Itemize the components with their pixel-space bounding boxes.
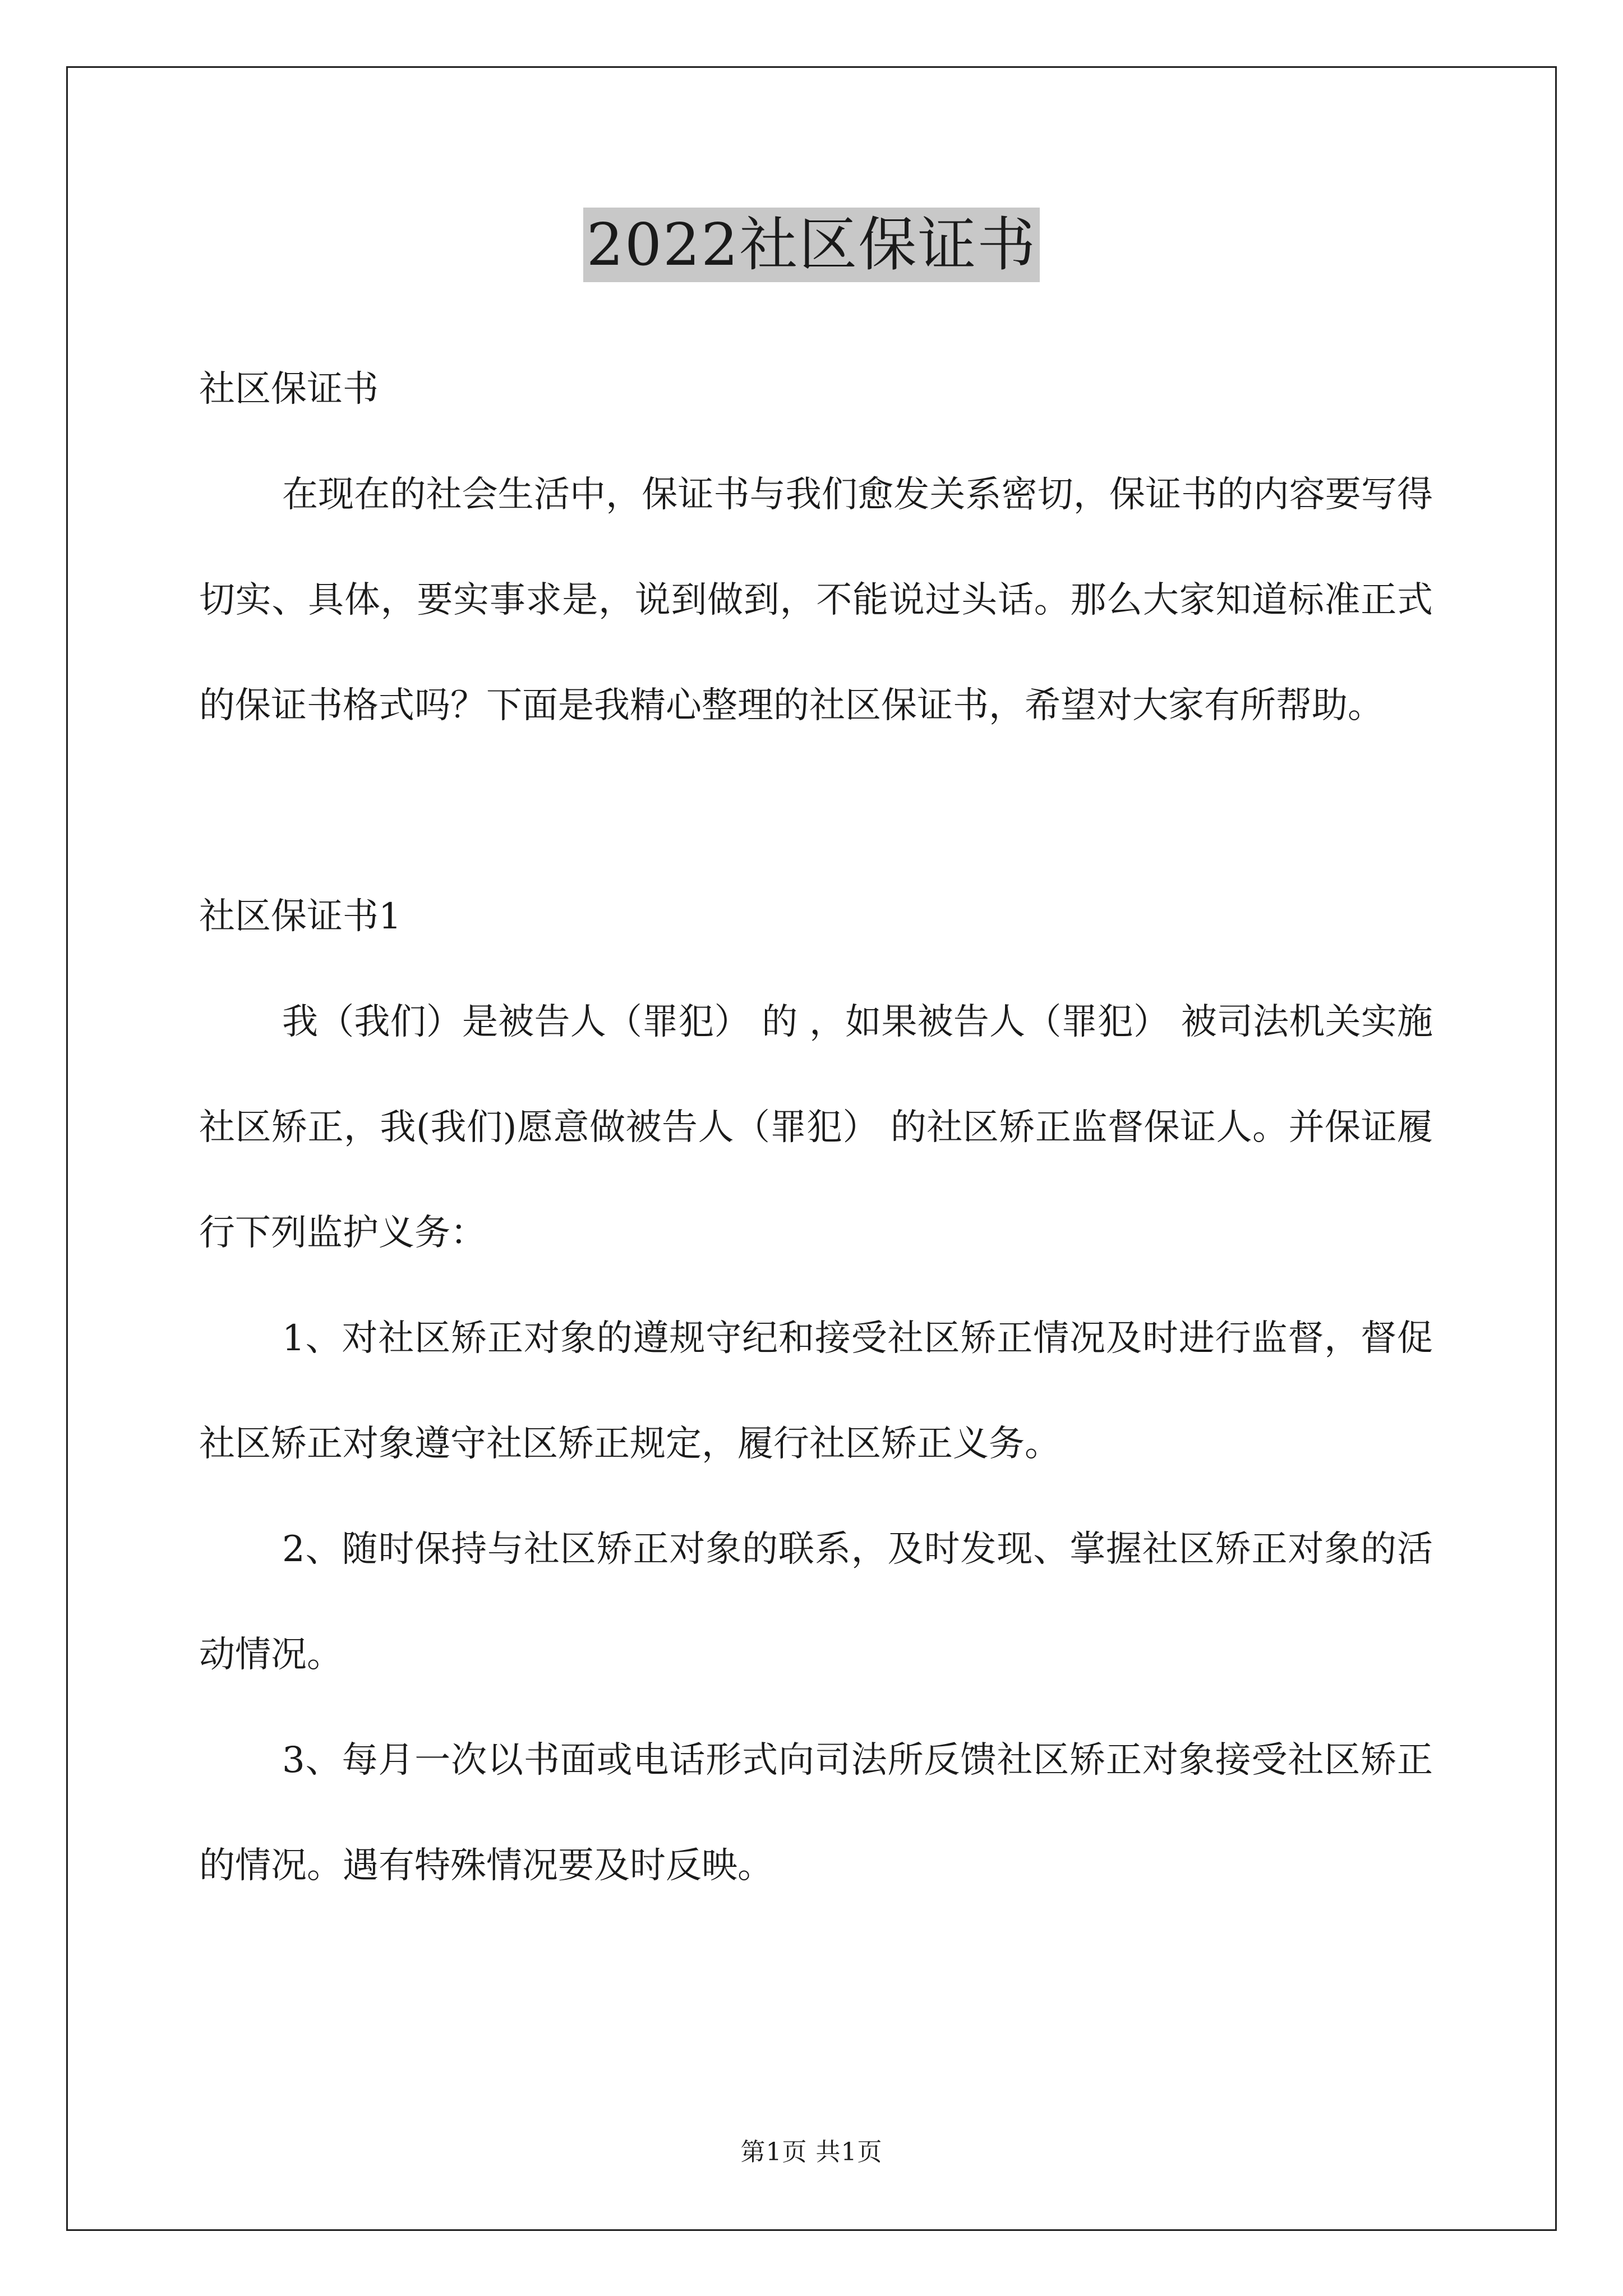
document-title: 2022社区保证书 xyxy=(583,208,1040,282)
obligation-item: 3、每月一次以书面或电话形式向司法所反馈社区矫正对象接受社区矫正的情况。遇有特殊情况要及时反映。 xyxy=(199,1740,1433,1887)
intro-paragraph: 在现在的社会生活中，保证书与我们愈发关系密切，保证书的内容要写得切实、具体，要实事求是，说到做到，不能说过头话。那么大家知道标准正式的保证书格式吗？下面是我精心整理的社区保证书，希望对大家有所帮助。 xyxy=(199,474,1433,726)
page-footer: 第1页 共1页 xyxy=(740,2138,883,2166)
title-container xyxy=(0,208,1623,282)
section-1-heading: 社区保证书1 xyxy=(199,896,402,937)
section-1-paragraph: 我（我们）是被告人（罪犯） 的 ，如果被告人（罪犯） 被司法机关实施社区矫正，我(我们)愿意做被告人（罪犯） 的社区矫正监督保证人。并保证履行下列监护义务： xyxy=(199,1001,1433,1254)
obligation-item: 1、对社区矫正对象的遵规守纪和接受社区矫正情况及时进行监督，督促社区矫正对象遵守社区矫正规定，履行社区矫正义务。 xyxy=(199,1318,1433,1465)
obligation-item: 2、随时保持与社区矫正对象的联系，及时发现、掌握社区矫正对象的活动情况。 xyxy=(199,1529,1433,1676)
intro-heading: 社区保证书 xyxy=(199,369,379,410)
document-body xyxy=(199,337,1433,1918)
